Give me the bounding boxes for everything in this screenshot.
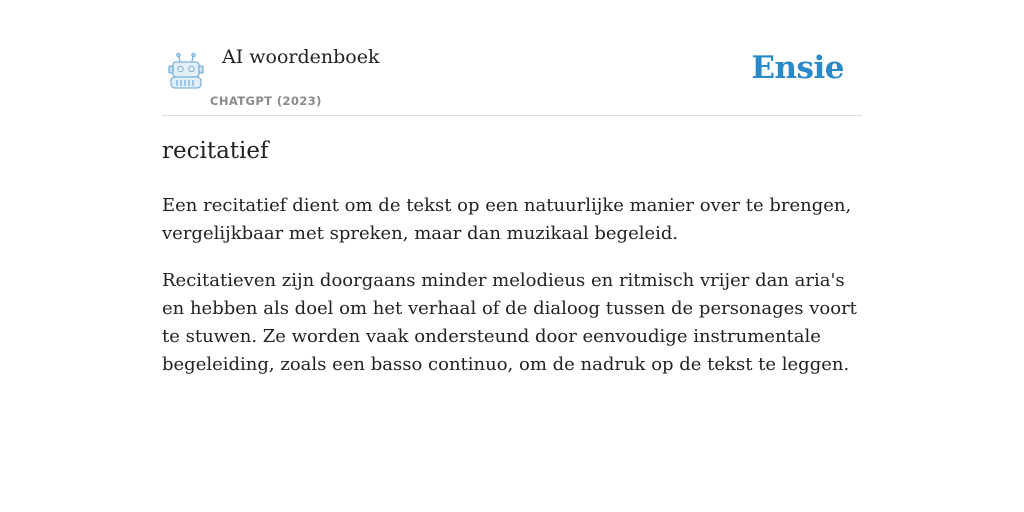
definition-paragraph: Recitatieven zijn doorgaans minder melodieus en ritmisch vrijer dan aria's en hebben als doel om het verhaal of de dialoog tussen de personages voort te stuwen. Ze worden vaak ondersteund door eenvoudige instrumentale begeleiding, zoals een basso continuo, om de nadruk op de tekst te leggen.	[162, 270, 857, 375]
dictionary-header	[162, 0, 862, 116]
entry-term: recitatief	[162, 138, 269, 164]
robot-icon	[166, 52, 206, 90]
dictionary-title[interactable]: AI woordenboek	[222, 46, 380, 68]
page-content	[162, 0, 862, 375]
source-label: CHATGPT (2023)	[210, 94, 322, 108]
definition-paragraph: Een recitatief dient om de tekst op een natuurlijke manier over te brengen, vergelijkbaar met spreken, maar dan muzikaal begeleid.	[162, 195, 852, 244]
brand-logo[interactable]: Ensie	[751, 50, 844, 86]
